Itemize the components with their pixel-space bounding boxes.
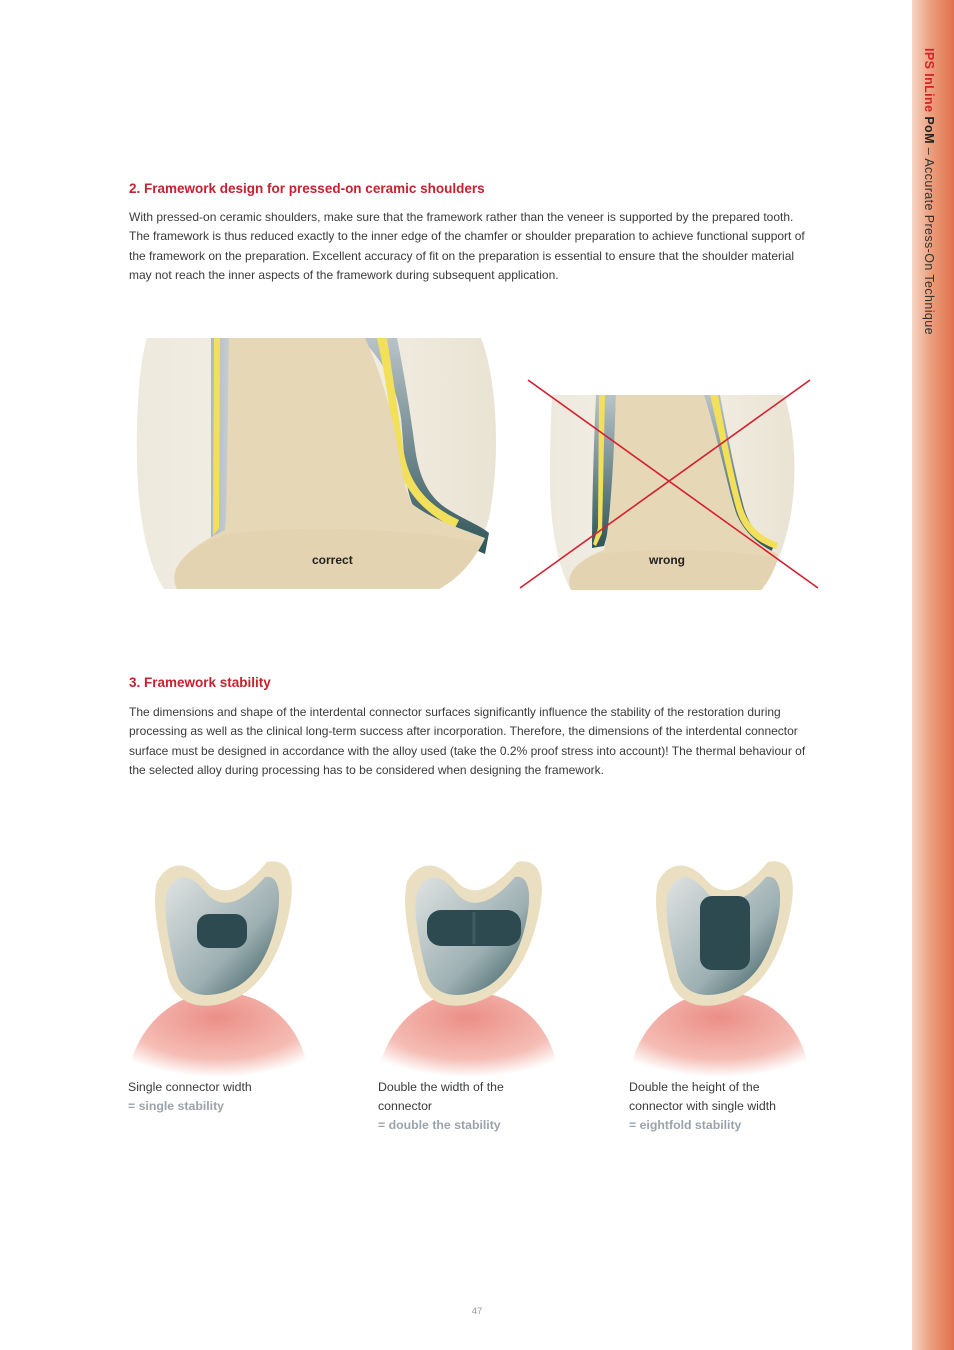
section-2-body: With pressed-on ceramic shoulders, make sure that the framework rather than the veneer is supported by the prepared tooth. The framework is thus reduced exactly to the inner edge of the chamfer or shoulder preparation to achieve functional support of the framework on the preparation. Excellent accuracy of fit on the preparation is essential to ensure that the shoulder material may not reach the inner aspects of the framework during subsequent application. [129, 210, 805, 283]
caption-double-width-text: Double the width of the connector [378, 1080, 504, 1113]
connector-figure-double-height [628, 852, 810, 1077]
running-title-brand: IPS InLine [922, 48, 936, 113]
connector-figure-double-width [377, 852, 559, 1077]
figure-wrong-label: wrong [649, 553, 685, 567]
connector-single-width-illustration [127, 852, 309, 1077]
caption-double-width [378, 1078, 528, 1135]
figure-correct-label: correct [312, 553, 353, 567]
connector-figure-single [127, 852, 309, 1077]
running-title [922, 48, 936, 335]
caption-single-result: = single stability [128, 1099, 225, 1113]
running-title-text: – Accurate Press-On Technique [922, 143, 936, 335]
page-number: 47 [471, 1306, 483, 1317]
figure-wrong [516, 378, 822, 590]
running-title-model: PoM [922, 116, 936, 144]
caption-single [128, 1078, 308, 1116]
caption-double-height-result: = eightfold stability [629, 1118, 742, 1132]
section-3-body: The dimensions and shape of the interdental connector surfaces significantly influence the stability of the restoration during processing as well as the clinical long-term success after incorporation. Therefore, the dimensions of the interdental connector surface must be designed in accordance with the alloy used (take the 0.2% proof stress into account)! The thermal behaviour of the selected alloy during processing has to be considered when designing the framework. [129, 705, 806, 778]
caption-double-width-result: = double the stability [378, 1118, 501, 1132]
caption-single-text: Single connector width [128, 1080, 252, 1094]
connector-double-width-illustration [377, 852, 559, 1077]
caption-double-height [629, 1078, 804, 1135]
connector-double-height-illustration [628, 852, 810, 1077]
tooth-section-correct-illustration [129, 338, 499, 589]
figure-correct [129, 338, 499, 589]
caption-double-height-text: Double the height of the connector with single width [629, 1080, 776, 1113]
section-2-heading: 2. Framework design for pressed-on ceramic shoulders [129, 181, 485, 196]
section-3-heading: 3. Framework stability [129, 675, 271, 690]
